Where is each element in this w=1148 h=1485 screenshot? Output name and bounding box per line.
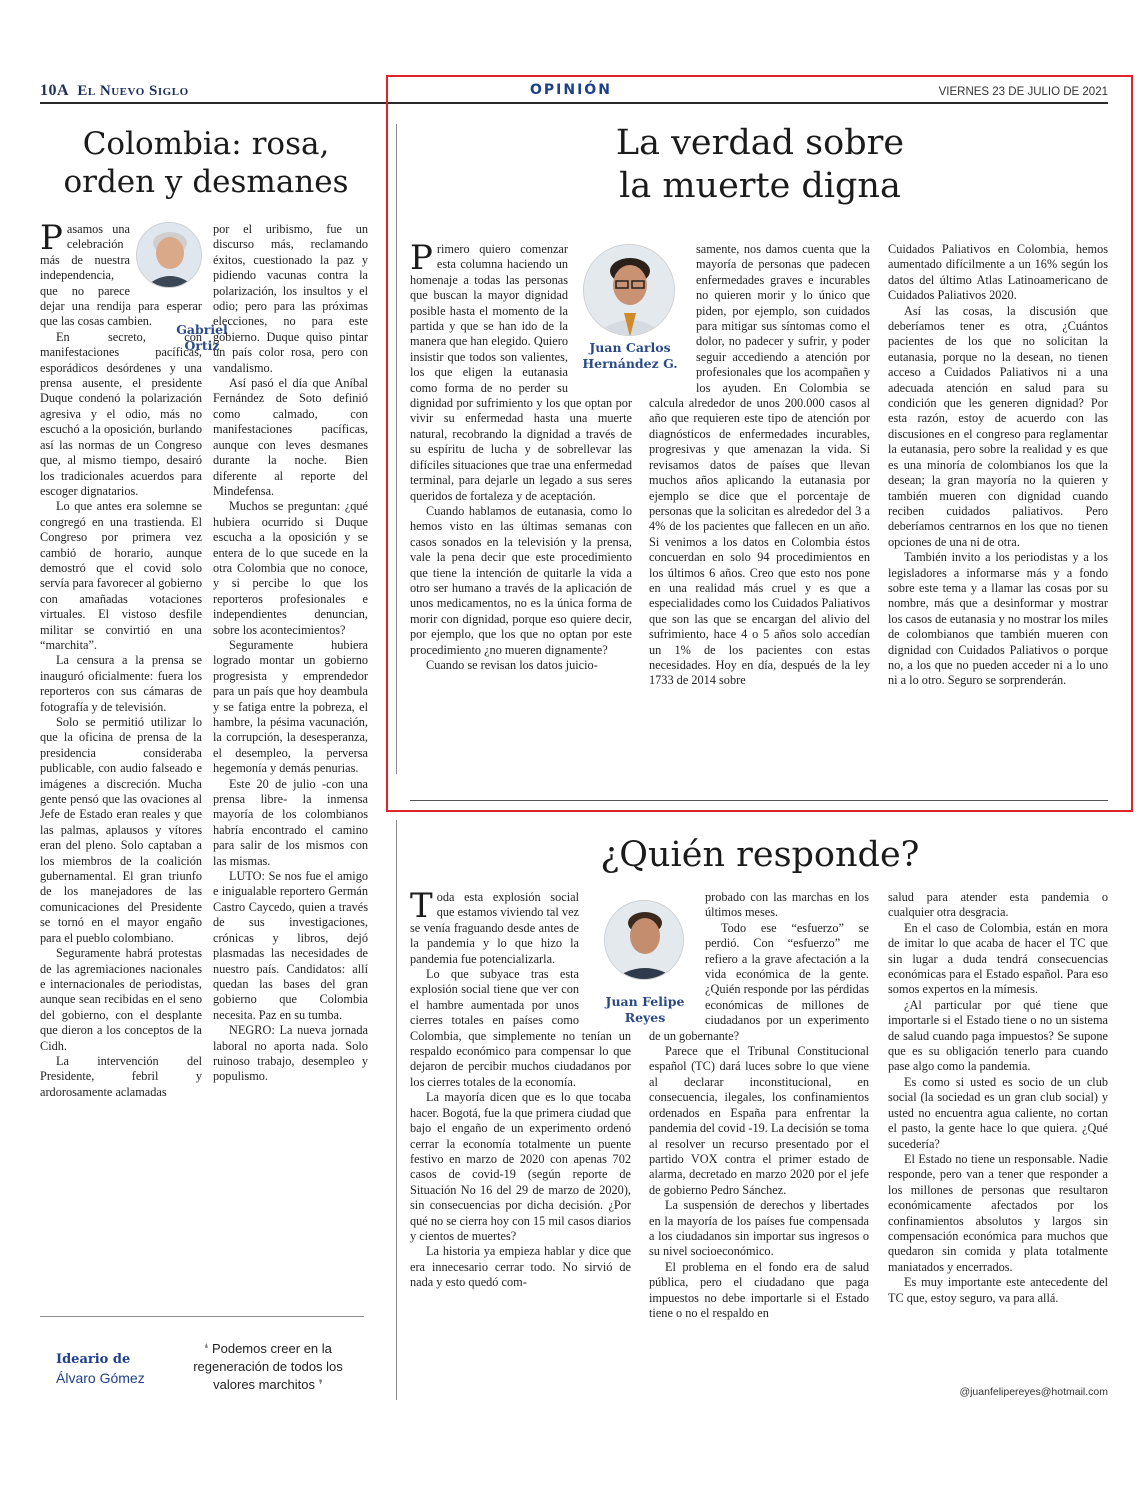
paragraph: Lo que subyace tras esta explosión social tiene que ver con el hambre aumentada por unos cierres totales en países como Colombia, que simplemente no tenían un respaldo económico para compensar lo que dejaron de percibir muchos ciudadanos por los cierres totales de la economía. <box>410 967 631 1089</box>
paragraph: por el uribismo, fue un discurso más, reclamando éxitos, cuestionado la paz y pidiendo vacunas contra la polarización, los insultos y el odio; pero para las próximas elecciones, no para este gobierno. Duque quiso pintar un país color rosa, pero con vandalismo. <box>213 222 368 375</box>
paragraph: Solo se permitió utilizar lo que la oficina de prensa de la presidencia consideraba publicable, con audio falseado e imágenes a discreción. Mucha gente pensó que las ovaciones al Jefe de Estado eran reales y que las palmas, aplausos y vítores eran del pleno. Solo captaban a los miembros de la coalición gubernamental. El gran triunfo de los manejadores de las comunicaciones del Presidente se tornó en el mayor engaño para el pueblo colombiano. <box>40 715 202 945</box>
paragraph: samente, nos damos cuenta que la mayoría de personas que padecen enfermedades graves e incurables no quieren morir y lo único que piden, por ejemplo, son cuidados para mitigar sus síntomas como el dolor, no padecer y sufrir, y poder seguir accediendo a atención por profesionales que los acompañen y los ayuden. En Colombia se calcula alrededor de unos 200.000 casos al año que requieren este tipo de atención por diagnósticos de enfermedades incurables, progresivas y que amenazan la vida. Si revisamos datos de países que llevan muchos años aplicando la eutanasia por ejemplo se dice que el porcentaje de personas que la solicitan es alrededor del 3 a 4% de los pacientes que fallecen en un año. Si venimos a los datos en Colombia éstos concuerdan en solo 94 procedimientos en los últimos 6 años. Creo que esto nos pone en una realidad más cruel y es que a especialidades como los Cuidados Paliativos que son las que se encargan del alivio del sufrimiento, hace 4 o 5 años solo accedían un 1% de los pacientes con estas necesidades. Hoy en día, después de la ley 1733 de 2014 sobre <box>649 242 870 688</box>
column-separator <box>396 124 397 774</box>
quote-open-icon: ❛ <box>204 1341 209 1356</box>
paragraph: La historia ya empieza hablar y dice que era innecesario cerrar todo. No sirvió de nada y esto quedó com- <box>410 1244 631 1290</box>
column-separator <box>396 820 397 1400</box>
paragraph: ¿Al particular por qué tiene que importarle si el Estado tiene o no un sistema de salud cuando paga impuestos? Se supone que es su obligación tenerlo para cuando pase algo como la pandemia. <box>888 997 1108 1074</box>
header-rule <box>40 102 1108 104</box>
paragraph: El problema en el fondo era de salud pública, pero el ciudadano que paga impuestos no debe importarle si el Estado tiene o no el respaldo en <box>649 1259 869 1320</box>
paragraph: La intervención del Presidente, febril y ardorosamente aclamadas <box>40 1053 202 1099</box>
paragraph: Primero quiero comenzar esta columna haciendo un homenaje a todas las personas que buscan la mayor dignidad posible hasta el momento de la partida y que se han ido de la manera que han elegido. Quiero insistir que todos son valientes, los que eligen la eutanasia como forma de no perder su dignidad por sufrimiento y los que optan por vivir su enfermedad hasta una muerte natural, recobrando la dignidad a través de su espíritu de lucha y de sobrellevar las difíciles situaciones que trae una enfermedad terminal, para dejarle un legado a sus seres queridos de fortaleza y de aceptación. <box>410 242 632 503</box>
left-article-col1 <box>40 222 202 1314</box>
author-byline-gabriel-ortiz: Gabriel Ortiz <box>176 322 228 353</box>
paragraph: La suspensión de derechos y libertades en la mayoría de los países fue compensada a los ciudadanos sin importar sus ingresos o su nivel socioeconómico. <box>649 1198 869 1259</box>
author-byline-juan-felipe: Juan Felipe Reyes <box>605 994 685 1025</box>
paragraph: Es como si usted es socio de un club social (la sociedad es un gran club social) y usted no encuentra agua caliente, no cortan el pasto, la gente hace lo que quiera. ¿Qué sucedería? <box>888 1074 1108 1151</box>
quote-close-icon: ❜ <box>318 1377 323 1392</box>
section-label: OPINIÓN <box>530 82 612 98</box>
paragraph: En secreto, con manifestaciones pacíficas, esporádicos desórdenes y una prensa ausente, el presidente Duque condenó la polarización agresiva y el odio, más no escuchó a la oposición, burlando así las normas de un Congreso que, al mismo tiempo, desairó los tradicionales acuerdos para escoger dignatarios. <box>40 329 202 498</box>
paragraph: salud para atender esta pandemia o cualquier otra desgracia. <box>888 890 1108 920</box>
left-article-col2 <box>213 222 368 1314</box>
paragraph: Toda esta explosión social que estamos viviendo tal vez se venía fraguando desde antes de la pandemia y lo que hizo la pandemia fue potencializarla. <box>410 890 579 966</box>
paragraph: El Estado no tiene un responsable. Nadie responde, pero van a tener que responder a los millones de personas que resultaron económicamente afectados por los confinamientos absolutos y largos sin compensación económica para muchos que quedaron sin comida y plata totalmente maniatados y encerrados. <box>888 1151 1108 1274</box>
top-article-col3 <box>888 242 1108 772</box>
article-divider <box>410 800 1108 801</box>
top-article-col2 <box>649 242 870 772</box>
drop-cap: T <box>410 890 433 926</box>
paragraph: Este 20 de julio -con una prensa libre- la inmensa mayoría de los colombianos habría encontrado el camino para salir de los mismos con las mismas. <box>213 776 368 868</box>
paragraph: Parece que el Tribunal Constitucional español (TC) dará luces sobre lo que viene al declarar inconstitucional, en consecuencia, ilegales, los confinamientos ordenados en España para enfrentar la pandemia del covid -19. La decisión se toma al resolver un recurso presentado por el partido VOX contra el primer estado de alarma, decretado en marzo 2020 por el jefe de gobierno Pedro Sánchez. <box>649 1044 869 1197</box>
paragraph: Es muy importante este antecedente del TC que, estoy seguro, va para allá. <box>888 1275 1108 1305</box>
top-article-col1 <box>410 242 632 772</box>
author-email[interactable]: @juanfelipereyes@hotmail.com <box>959 1386 1108 1398</box>
paragraph: Así pasó el día que Aníbal Fernández de Soto definió como calmado, con manifestaciones pacíficas, aunque con leves desmanes durante la noche. Bien diferente al reporte del Mindefensa. <box>213 376 368 498</box>
paragraph: Seguramente hubiera logrado montar un gobierno progresista y emprendedor para un país que hoy deambula y se fatiga entre la pobreza, el hambre, la pésima vacunación, la corrupción, la desesperanza, el desempleo, la perversa hegemonía y demás penurias. <box>213 637 368 776</box>
issue-date: VIERNES 23 DE JULIO DE 2021 <box>938 86 1108 98</box>
paragraph: LUTO: Se nos fue el amigo e inigualable reportero Germán Castro Caycedo, quien a través de sus investigaciones, crónicas y libros, dejó plasmadas las necesidades de nuestro país. Candidatos: allí quedan las bases del gran gobierno que Colombia necesita. Paz en su tumba. <box>213 869 368 1022</box>
paragraph: Lo que antes era solemne se congregó en una trastienda. El Congreso por primera vez cambió de horario, aunque demostró que el covid solo servía para favorecer al gobierno con amañadas votaciones virtuales. El vistoso desfile militar se convirtió en una “marchita”. <box>40 499 202 652</box>
drop-cap: P <box>40 222 63 258</box>
paragraph: La censura a la prensa se inauguró oficialmente: fuera los reporteros con sus cámaras de fotografía y de televisión. <box>40 653 202 714</box>
paragraph: Seguramente habrá protestas de las agremiaciones nacionales e internacionales de periodistas, aunque sean recibidas en el seno del gobierno, con el desplante que dieron a los conceptos de la Cidh. <box>40 946 202 1053</box>
page-number: 10A <box>40 82 70 99</box>
paragraph: Pasamos una celebración más de nuestra independencia, que no parece dejar una rendija para esperar que las cosas cambien. <box>40 222 202 329</box>
paragraph: Cuando hablamos de eutanasia, como lo hemos visto en las últimas semanas con casos sonados en la televisión y la prensa, vale la pena decir que este procedimiento que tiene la intención de quitarle la vida a otro ser humano a través de la aplicación de unos medicamentos, no es la única forma de morir con dignidad, porque eso quiere decir, por ejemplo, que los que no optan por este procedimiento ¿no mueren dignamente? <box>410 503 632 657</box>
paragraph: NEGRO: La nueva jornada laboral no aporta nada. Solo ruinoso trabajo, desempleo y populismo. <box>213 1023 368 1084</box>
bottom-article-col1 <box>410 890 631 1402</box>
top-article-headline: La verdad sobre la muerte digna <box>615 123 905 206</box>
newspaper-name: El Nuevo Siglo <box>77 83 189 99</box>
paragraph: probado con las marchas en los últimos meses. <box>705 890 869 920</box>
bottom-article-col3 <box>888 890 1108 1380</box>
ideario-quote: ❛ Podemos creer en la regeneración de todos los valores marchitos ❜ <box>193 1341 343 1392</box>
paragraph: También invito a los periodistas y a los legisladores a informarse más y a fondo sobre este tema y a llamar las cosas por su nombre, más que a desinformar y mostrar los casos de eutanasia y no mostrar los miles de colombianos que también mueren con dignidad con Cuidados Paliativos o porque no, a los que no pueden acceder ni a lo uno ni a lo otro. Seguro se sorprenderán. <box>888 550 1108 688</box>
author-photo-gabriel-ortiz <box>136 222 202 288</box>
left-article-headline: Colombia: rosa, orden y desmanes <box>63 126 349 200</box>
paragraph: La mayoría dicen que es lo que tocaba hacer. Bogotá, fue la que primera ciudad que bajo el engaño de un experimento ordenó cerrar la economía totalmente un puente festivo en marzo de 2020 con apenas 702 casos de covid-19 (según reporte de Situación No 16 del 29 de marzo de 2020), sin consecuencias por dicha decisión. ¿Por qué no se cierra hoy con 15 mil casos diarios y cientos de muertes? <box>410 1090 631 1243</box>
author-byline-juan-carlos: Juan Carlos Hernández G. <box>582 340 678 371</box>
paragraph: En el caso de Colombia, están en mora de imitar lo que acaba de hacer el TC que sin lugar a duda tendrá consecuencias económicas para el Estado español. Para eso somos expertos en la mímesis. <box>888 920 1108 997</box>
paragraph: Muchos se preguntan: ¿qué hubiera ocurrido si Duque escucha a la oposición y se entera de lo que sucede en la otra Colombia que no conoce, y si percibe lo que los reporteros profesionales e independientes denuncian, sobre los acontecimientos? <box>213 499 368 637</box>
paragraph: Así las cosas, la discusión que deberíamos tener es otra, ¿Cuántos pacientes de los que no solicitan la eutanasia, porque no la desean, no tienen acceso a Cuidados Paliativos ni a una adecuada atención en salud para su condición que les generen dignidad? Por esta razón, estoy de acuerdo con las discusiones en el congreso para reglamentar la eutanasia, pero sobre la realidad y es que es una minoría de colombianos los que la desean; la gran mayoría no la quieren y también mueren con dignidad cuando reciben cuidados paliativos. Pero deberíamos centrarnos en los que no tienen opciones de una ni de otra. <box>888 303 1108 549</box>
page-masthead <box>40 82 189 100</box>
ideario-box <box>56 1341 366 1410</box>
drop-cap: P <box>410 242 433 278</box>
paragraph: Todo ese “esfuerzo” se perdió. Con “esfuerzo” me refiero a la grave afectación a la vida económica de la gente. ¿Quién responde por las pérdidas económicas de millones de ciudadanos por un experimento de un gobernante? <box>649 920 869 1043</box>
ideario-title: Ideario de <box>56 1352 131 1367</box>
ideario-name: Álvaro Gómez <box>56 1370 145 1386</box>
bottom-article-headline: ¿Quién responde? <box>600 835 920 875</box>
bottom-article-col2 <box>649 890 869 1402</box>
paragraph: Cuando se revisan los datos juicio- <box>426 657 598 672</box>
ideario-divider <box>40 1316 364 1317</box>
paragraph: Cuidados Paliativos en Colombia, hemos aumentado difícilmente a un 16% según los datos del último Atlas Latinoamericano de Cuidados Paliativos 2020. <box>888 242 1108 303</box>
